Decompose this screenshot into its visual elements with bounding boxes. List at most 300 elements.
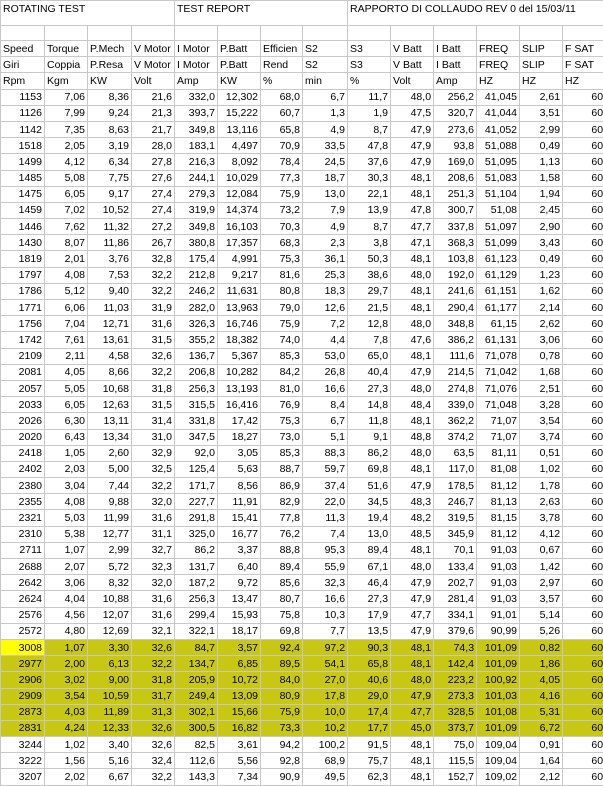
table-cell[interactable]: 60 — [563, 494, 603, 510]
header-cell[interactable]: KW — [218, 73, 261, 89]
table-cell[interactable]: 31,5 — [132, 397, 175, 413]
header-cell[interactable]: I Batt — [434, 41, 477, 57]
table-cell[interactable]: 41,045 — [477, 89, 520, 105]
table-cell[interactable]: 91,03 — [477, 575, 520, 591]
table-cell[interactable]: 0,49 — [520, 251, 563, 267]
table-cell[interactable]: 47,7 — [391, 704, 434, 720]
table-cell[interactable]: 60 — [563, 348, 603, 364]
table-cell[interactable]: 13,193 — [218, 380, 261, 396]
table-cell[interactable]: 10,52 — [88, 202, 132, 218]
table-cell[interactable]: 47,6 — [391, 332, 434, 348]
header-cell[interactable]: V Batt — [391, 57, 434, 73]
table-cell[interactable]: 48,8 — [391, 429, 434, 445]
table-cell[interactable]: 10,88 — [88, 591, 132, 607]
table-cell[interactable]: 13,116 — [218, 121, 261, 137]
table-cell[interactable]: 61,131 — [477, 332, 520, 348]
table-cell[interactable]: 32,6 — [132, 737, 175, 753]
table-cell[interactable]: 10,68 — [88, 380, 132, 396]
table-cell[interactable]: 31,6 — [132, 510, 175, 526]
table-cell[interactable]: 60 — [563, 769, 603, 785]
table-cell[interactable]: 28,0 — [132, 138, 175, 154]
table-cell[interactable]: 51,088 — [477, 138, 520, 154]
table-cell[interactable]: 3,8 — [348, 235, 391, 251]
table-cell[interactable]: 80,9 — [261, 688, 303, 704]
table-cell[interactable]: 31,7 — [132, 688, 175, 704]
table-cell[interactable]: 12,77 — [88, 526, 132, 542]
table-cell[interactable]: 100,92 — [477, 672, 520, 688]
table-cell[interactable]: 92,4 — [261, 639, 303, 655]
table-cell[interactable]: 1,68 — [520, 364, 563, 380]
table-cell[interactable]: 117,0 — [434, 461, 477, 477]
table-cell[interactable]: 16,416 — [218, 397, 261, 413]
table-cell[interactable]: 62,3 — [348, 769, 391, 785]
table-cell[interactable]: 32,2 — [132, 656, 175, 672]
table-cell[interactable]: 5,367 — [218, 348, 261, 364]
table-cell[interactable]: 4,04 — [45, 591, 88, 607]
table-cell[interactable]: 60 — [563, 138, 603, 154]
table-cell[interactable]: 2,90 — [520, 219, 563, 235]
table-cell[interactable]: 12,8 — [348, 316, 391, 332]
table-cell[interactable]: 1518 — [1, 138, 45, 154]
table-cell[interactable]: 1430 — [1, 235, 45, 251]
table-cell[interactable]: 60 — [563, 316, 603, 332]
table-cell[interactable]: 109,04 — [477, 753, 520, 769]
table-cell[interactable]: 60 — [563, 575, 603, 591]
table-cell[interactable]: 75,9 — [261, 704, 303, 720]
table-cell[interactable]: 90,99 — [477, 623, 520, 639]
table-cell[interactable]: 1,07 — [45, 639, 88, 655]
table-cell[interactable]: 1,42 — [520, 559, 563, 575]
header-cell[interactable]: P.Batt — [218, 57, 261, 73]
table-cell[interactable]: 63,5 — [434, 445, 477, 461]
table-cell[interactable]: 74,0 — [261, 332, 303, 348]
table-cell[interactable]: 11,86 — [88, 235, 132, 251]
table-cell[interactable]: 11,03 — [88, 300, 132, 316]
table-cell[interactable]: 70,9 — [261, 138, 303, 154]
table-cell[interactable]: 2,11 — [45, 348, 88, 364]
table-cell[interactable]: 3222 — [1, 753, 45, 769]
table-cell[interactable]: 3,30 — [88, 639, 132, 655]
table-cell[interactable]: 3,51 — [520, 105, 563, 121]
table-cell[interactable]: 18,17 — [218, 623, 261, 639]
table-cell[interactable]: 273,6 — [434, 121, 477, 137]
header-cell[interactable]: HZ — [520, 73, 563, 89]
table-cell[interactable]: 27,6 — [132, 170, 175, 186]
table-cell[interactable]: 244,1 — [175, 170, 218, 186]
table-cell[interactable]: 48,0 — [391, 316, 434, 332]
table-cell[interactable]: 1,62 — [520, 283, 563, 299]
table-cell[interactable]: 65,0 — [348, 348, 391, 364]
table-cell[interactable]: 349,8 — [175, 121, 218, 137]
table-cell[interactable]: 0,78 — [520, 348, 563, 364]
table-cell[interactable]: 32,8 — [132, 251, 175, 267]
table-cell[interactable]: 6,05 — [45, 186, 88, 202]
table-cell[interactable]: 2310 — [1, 526, 45, 542]
table-cell[interactable]: 100,2 — [303, 737, 348, 753]
table-cell[interactable]: 7,04 — [45, 316, 88, 332]
table-cell[interactable]: 0,49 — [520, 138, 563, 154]
table-cell[interactable]: 92,0 — [175, 445, 218, 461]
table-cell[interactable]: 82,9 — [261, 494, 303, 510]
table-cell[interactable]: 274,8 — [434, 380, 477, 396]
table-cell[interactable]: 9,72 — [218, 575, 261, 591]
table-cell[interactable]: 60 — [563, 300, 603, 316]
table-cell[interactable]: 125,4 — [175, 461, 218, 477]
table-cell[interactable]: 67,1 — [348, 559, 391, 575]
table-cell[interactable]: 32,2 — [132, 283, 175, 299]
table-cell[interactable]: 101,09 — [477, 656, 520, 672]
table-cell[interactable]: 32,0 — [132, 575, 175, 591]
table-cell[interactable]: 60 — [563, 607, 603, 623]
table-cell[interactable]: 16,82 — [218, 720, 261, 736]
table-cell[interactable]: 291,8 — [175, 510, 218, 526]
table-cell[interactable]: 47,9 — [391, 688, 434, 704]
table-cell[interactable]: 14,8 — [348, 397, 391, 413]
table-cell[interactable]: 1142 — [1, 121, 45, 137]
table-cell[interactable]: 4,58 — [88, 348, 132, 364]
table-cell[interactable]: 48,0 — [391, 267, 434, 283]
table-cell[interactable]: 51,097 — [477, 219, 520, 235]
header-cell[interactable]: V Batt — [391, 41, 434, 57]
table-cell[interactable]: 29,0 — [348, 688, 391, 704]
table-cell[interactable]: 8,63 — [88, 121, 132, 137]
table-cell[interactable]: 0,67 — [520, 542, 563, 558]
table-cell[interactable]: 133,4 — [434, 559, 477, 575]
table-cell[interactable]: 37,6 — [348, 154, 391, 170]
table-cell[interactable]: 3,43 — [520, 235, 563, 251]
table-cell[interactable]: 315,5 — [175, 397, 218, 413]
table-cell[interactable]: 32,6 — [132, 639, 175, 655]
table-cell[interactable]: 51,095 — [477, 154, 520, 170]
table-cell[interactable]: 5,12 — [45, 283, 88, 299]
table-cell[interactable]: 111,6 — [434, 348, 477, 364]
table-cell[interactable]: 61,15 — [477, 316, 520, 332]
header-cell[interactable]: FREQ — [477, 57, 520, 73]
table-cell[interactable]: 6,40 — [218, 559, 261, 575]
table-cell[interactable]: 60 — [563, 105, 603, 121]
header-cell[interactable]: Volt — [391, 73, 434, 89]
table-cell[interactable]: 5,63 — [218, 461, 261, 477]
table-cell[interactable]: 75,0 — [434, 737, 477, 753]
table-cell[interactable]: 103,8 — [434, 251, 477, 267]
table-cell[interactable]: 5,16 — [88, 753, 132, 769]
table-cell[interactable]: 60 — [563, 380, 603, 396]
table-cell[interactable]: 347,5 — [175, 429, 218, 445]
table-cell[interactable]: 4,991 — [218, 251, 261, 267]
table-cell[interactable]: 60 — [563, 219, 603, 235]
table-cell[interactable]: 50,3 — [348, 251, 391, 267]
table-cell[interactable]: 349,8 — [175, 219, 218, 235]
table-cell[interactable]: 31,8 — [132, 672, 175, 688]
table-cell[interactable]: 6,67 — [88, 769, 132, 785]
table-cell[interactable]: 115,5 — [434, 753, 477, 769]
table-cell[interactable]: 16,103 — [218, 219, 261, 235]
table-cell[interactable]: 70,1 — [434, 542, 477, 558]
table-cell[interactable]: 32,7 — [132, 542, 175, 558]
table-cell[interactable]: 48,1 — [391, 461, 434, 477]
table-cell[interactable]: 7,75 — [88, 170, 132, 186]
table-cell[interactable]: 71,07 — [477, 413, 520, 429]
table-cell[interactable]: 73,2 — [261, 202, 303, 218]
table-cell[interactable]: 8,07 — [45, 235, 88, 251]
table-cell[interactable]: 1,02 — [520, 461, 563, 477]
table-cell[interactable]: 2355 — [1, 494, 45, 510]
header-cell[interactable]: V Motor — [132, 57, 175, 73]
table-cell[interactable]: 8,36 — [88, 89, 132, 105]
table-cell[interactable]: 7,35 — [45, 121, 88, 137]
table-cell[interactable]: 1485 — [1, 170, 45, 186]
table-cell[interactable]: 31,4 — [132, 413, 175, 429]
table-cell[interactable]: 51,099 — [477, 235, 520, 251]
table-cell[interactable]: 27,2 — [132, 219, 175, 235]
table-cell[interactable]: 80,7 — [261, 591, 303, 607]
table-cell[interactable]: 5,08 — [45, 170, 88, 186]
table-cell[interactable]: 22,1 — [348, 186, 391, 202]
table-cell[interactable]: 31,1 — [132, 526, 175, 542]
header-cell[interactable]: Coppia — [45, 57, 88, 73]
table-cell[interactable]: 88,7 — [261, 461, 303, 477]
table-cell[interactable]: 60 — [563, 89, 603, 105]
table-cell[interactable]: 322,1 — [175, 623, 218, 639]
table-cell[interactable]: 9,1 — [348, 429, 391, 445]
table-cell[interactable]: 51,083 — [477, 170, 520, 186]
table-cell[interactable]: 17,7 — [348, 720, 391, 736]
table-cell[interactable]: 25,3 — [303, 267, 348, 283]
table-cell[interactable]: 208,6 — [434, 170, 477, 186]
header-cell[interactable]: % — [348, 73, 391, 89]
table-cell[interactable]: 3,37 — [218, 542, 261, 558]
table-cell[interactable]: 78,4 — [261, 154, 303, 170]
table-cell[interactable]: 1126 — [1, 105, 45, 121]
table-cell[interactable]: 48,5 — [391, 526, 434, 542]
table-cell[interactable]: 16,6 — [303, 380, 348, 396]
table-cell[interactable]: 178,5 — [434, 478, 477, 494]
table-cell[interactable]: 65,8 — [261, 121, 303, 137]
table-cell[interactable]: 97,2 — [303, 639, 348, 655]
table-cell[interactable]: 4,12 — [520, 526, 563, 542]
table-cell[interactable]: 10,59 — [88, 688, 132, 704]
table-cell[interactable]: 68,0 — [261, 89, 303, 105]
table-cell[interactable]: 1797 — [1, 267, 45, 283]
table-cell[interactable]: 10,029 — [218, 170, 261, 186]
table-cell[interactable]: 3008 — [1, 639, 45, 655]
table-cell[interactable]: 60 — [563, 461, 603, 477]
table-cell[interactable]: 48,1 — [391, 737, 434, 753]
table-cell[interactable]: 60 — [563, 559, 603, 575]
table-cell[interactable]: 6,34 — [88, 154, 132, 170]
table-cell[interactable]: 60 — [563, 170, 603, 186]
table-cell[interactable]: 11,89 — [88, 704, 132, 720]
table-cell[interactable]: 2873 — [1, 704, 45, 720]
table-cell[interactable]: 290,4 — [434, 300, 477, 316]
header-cell[interactable]: P.Batt — [218, 41, 261, 57]
header-cell[interactable]: Kgm — [45, 73, 88, 89]
table-cell[interactable]: 36,1 — [303, 251, 348, 267]
table-cell[interactable]: 152,7 — [434, 769, 477, 785]
table-cell[interactable]: 12,71 — [88, 316, 132, 332]
table-cell[interactable]: 334,1 — [434, 607, 477, 623]
table-cell[interactable]: 74,3 — [434, 639, 477, 655]
table-cell[interactable]: 2,99 — [520, 121, 563, 137]
table-cell[interactable]: 0,51 — [520, 445, 563, 461]
table-cell[interactable]: 21,5 — [348, 300, 391, 316]
table-cell[interactable]: 337,8 — [434, 219, 477, 235]
table-cell[interactable]: 3,05 — [218, 445, 261, 461]
table-cell[interactable]: 11,3 — [303, 510, 348, 526]
table-cell[interactable]: 95,3 — [303, 542, 348, 558]
table-cell[interactable]: 8,66 — [88, 364, 132, 380]
table-cell[interactable]: 49,5 — [303, 769, 348, 785]
table-cell[interactable]: 136,7 — [175, 348, 218, 364]
table-cell[interactable]: 5,38 — [45, 526, 88, 542]
table-cell[interactable]: 1,02 — [45, 737, 88, 753]
table-cell[interactable]: 8,7 — [348, 121, 391, 137]
table-cell[interactable]: 9,00 — [88, 672, 132, 688]
table-cell[interactable]: 7,62 — [45, 219, 88, 235]
table-cell[interactable]: 187,2 — [175, 575, 218, 591]
table-cell[interactable]: 47,8 — [391, 202, 434, 218]
table-cell[interactable]: 3244 — [1, 737, 45, 753]
header-cell[interactable]: KW — [88, 73, 132, 89]
table-cell[interactable]: 2418 — [1, 445, 45, 461]
table-cell[interactable]: 8,4 — [303, 397, 348, 413]
table-cell[interactable]: 48,4 — [391, 397, 434, 413]
table-cell[interactable]: 13,5 — [348, 623, 391, 639]
table-cell[interactable]: 12,07 — [88, 607, 132, 623]
table-cell[interactable]: 73,0 — [261, 429, 303, 445]
table-cell[interactable]: 0,91 — [520, 737, 563, 753]
header-cell[interactable]: FREQ — [477, 41, 520, 57]
table-cell[interactable]: 214,5 — [434, 364, 477, 380]
header-cell[interactable]: Rpm — [1, 73, 45, 89]
table-cell[interactable]: 86,9 — [261, 478, 303, 494]
table-cell[interactable]: 84,2 — [261, 364, 303, 380]
table-cell[interactable]: 48,1 — [391, 656, 434, 672]
table-cell[interactable]: 8,56 — [218, 478, 261, 494]
header-cell[interactable]: Giri — [1, 57, 45, 73]
table-cell[interactable]: 76,2 — [261, 526, 303, 542]
table-cell[interactable]: 47,5 — [391, 105, 434, 121]
table-cell[interactable]: 4,4 — [303, 332, 348, 348]
table-cell[interactable]: 101,09 — [477, 639, 520, 655]
title-rotating-test[interactable]: ROTATING TEST — [1, 1, 175, 26]
table-cell[interactable]: 256,3 — [175, 591, 218, 607]
table-cell[interactable]: 2,51 — [520, 380, 563, 396]
table-cell[interactable]: 7,99 — [45, 105, 88, 121]
table-cell[interactable]: 55,9 — [303, 559, 348, 575]
table-cell[interactable]: 13,34 — [88, 429, 132, 445]
table-cell[interactable]: 32,2 — [132, 769, 175, 785]
table-cell[interactable]: 1,07 — [45, 542, 88, 558]
table-cell[interactable]: 86,2 — [175, 542, 218, 558]
table-cell[interactable]: 81,12 — [477, 478, 520, 494]
table-cell[interactable]: 6,05 — [45, 397, 88, 413]
table-cell[interactable]: 29,7 — [348, 283, 391, 299]
table-cell[interactable]: 81,15 — [477, 510, 520, 526]
table-cell[interactable]: 3,04 — [45, 478, 88, 494]
table-cell[interactable]: 27,3 — [348, 591, 391, 607]
table-cell[interactable]: 31,8 — [132, 380, 175, 396]
table-cell[interactable]: 3,28 — [520, 397, 563, 413]
table-cell[interactable]: 15,66 — [218, 704, 261, 720]
table-cell[interactable]: 328,5 — [434, 704, 477, 720]
table-cell[interactable]: 1,13 — [520, 154, 563, 170]
table-cell[interactable]: 2020 — [1, 429, 45, 445]
table-cell[interactable]: 7,4 — [303, 526, 348, 542]
table-cell[interactable]: 13,0 — [303, 186, 348, 202]
table-cell[interactable]: 5,14 — [520, 607, 563, 623]
table-cell[interactable]: 112,6 — [175, 753, 218, 769]
table-cell[interactable]: 4,497 — [218, 138, 261, 154]
table-cell[interactable]: 4,12 — [45, 154, 88, 170]
table-cell[interactable]: 7,7 — [303, 623, 348, 639]
table-cell[interactable]: 169,0 — [434, 154, 477, 170]
table-cell[interactable]: 76,9 — [261, 397, 303, 413]
table-cell[interactable]: 10,72 — [218, 672, 261, 688]
table-cell[interactable]: 93,8 — [434, 138, 477, 154]
table-cell[interactable]: 31,6 — [132, 591, 175, 607]
table-cell[interactable]: 61,123 — [477, 251, 520, 267]
table-cell[interactable]: 326,3 — [175, 316, 218, 332]
table-cell[interactable]: 6,85 — [218, 656, 261, 672]
table-cell[interactable]: 48,0 — [391, 89, 434, 105]
table-cell[interactable]: 48,1 — [391, 186, 434, 202]
table-cell[interactable]: 65,8 — [348, 656, 391, 672]
table-cell[interactable]: 10,0 — [303, 704, 348, 720]
table-cell[interactable]: 1786 — [1, 283, 45, 299]
table-cell[interactable]: 2380 — [1, 478, 45, 494]
table-cell[interactable]: 13,963 — [218, 300, 261, 316]
table-cell[interactable]: 41,044 — [477, 105, 520, 121]
table-cell[interactable]: 109,02 — [477, 769, 520, 785]
table-cell[interactable]: 47,9 — [391, 623, 434, 639]
table-cell[interactable]: 2,00 — [45, 656, 88, 672]
table-cell[interactable]: 31,6 — [132, 316, 175, 332]
table-cell[interactable]: 3,06 — [45, 575, 88, 591]
table-cell[interactable]: 7,8 — [348, 332, 391, 348]
table-cell[interactable]: 2,14 — [520, 300, 563, 316]
header-cell[interactable]: HZ — [477, 73, 520, 89]
header-cell[interactable]: % — [261, 73, 303, 89]
header-cell[interactable]: I Motor — [175, 41, 218, 57]
table-cell[interactable]: 1,58 — [520, 170, 563, 186]
table-cell[interactable]: 12,084 — [218, 186, 261, 202]
table-cell[interactable]: 241,6 — [434, 283, 477, 299]
table-cell[interactable]: 1,86 — [520, 656, 563, 672]
header-cell[interactable]: Torque — [45, 41, 88, 57]
table-cell[interactable]: 4,56 — [45, 607, 88, 623]
table-cell[interactable]: 69,8 — [348, 461, 391, 477]
table-cell[interactable]: 31,9 — [132, 300, 175, 316]
table-cell[interactable]: 82,5 — [175, 737, 218, 753]
table-cell[interactable]: 27,4 — [132, 202, 175, 218]
table-cell[interactable]: 7,53 — [88, 267, 132, 283]
table-cell[interactable]: 282,0 — [175, 300, 218, 316]
table-cell[interactable]: 81,12 — [477, 526, 520, 542]
table-cell[interactable]: 2033 — [1, 397, 45, 413]
table-cell[interactable]: 26,8 — [303, 364, 348, 380]
table-cell[interactable]: 71,07 — [477, 429, 520, 445]
table-cell[interactable]: 48,1 — [391, 283, 434, 299]
table-cell[interactable]: 101,09 — [477, 720, 520, 736]
table-cell[interactable]: 7,34 — [218, 769, 261, 785]
table-cell[interactable]: 223,2 — [434, 672, 477, 688]
table-cell[interactable]: 60 — [563, 510, 603, 526]
table-cell[interactable]: 5,03 — [45, 510, 88, 526]
table-cell[interactable]: 45,0 — [391, 720, 434, 736]
header-cell[interactable]: Amp — [434, 73, 477, 89]
table-cell[interactable]: 12,69 — [88, 623, 132, 639]
